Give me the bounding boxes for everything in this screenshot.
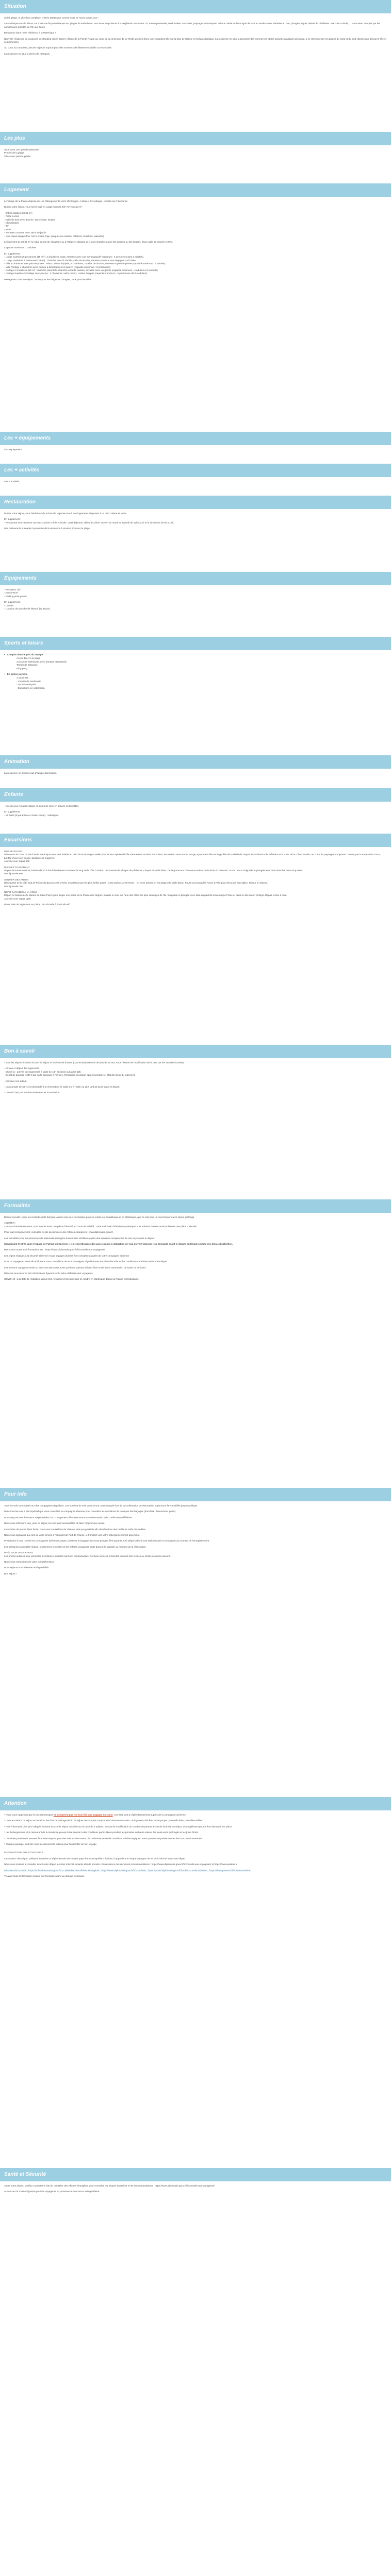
section-body xyxy=(0,13,391,63)
excursions-section xyxy=(0,834,391,1045)
paragraph: Nouvelle résidence de vacances de standing située dans le village de la Pointe Rouge au cœur de la commune de la Trinité, profitez d'une vue exceptionnelle sur la baie de Galion et l'océan Atlantique. La résidence se situe à proximité des commerces et des activités nautiques du bourg, à mi-chemin entre les plages du Nord et du Sud. Idéale pour découvrir l'île et ses richesses. xyxy=(4,37,386,44)
list-item: À proximité : xyxy=(17,676,30,680)
paragraph: La résidence se situe à 20 km de l'aéroport. xyxy=(4,52,50,55)
excursion-price: Journée avec repas 115€ xyxy=(4,897,31,900)
paragraph: - Restaurant avec terrasse vue mer, cuisine créole et locale : petit-déjeuner, déjeuner, dîner. Ouvert de mardi au samedi de 12h à 22h et le dimanche de 8h à 15h. xyxy=(4,521,174,524)
section-body xyxy=(0,585,391,616)
list-item: - Accès Wi-Fi xyxy=(4,591,19,595)
excursion-description: Découvrez le cœur du Nord de la Martinique avec une balade au pied de la Montagne Pelée, l'ancienne capitale de l'île Saint-Pierre et visite des ruines. Poursuivez vers Morne Rouge, Ajoupa-Bouillon et le gouffre de la distillerie Depaz. Puis direction le Prêcheur et la route de la Côte Caraïbe, au cœur de paysages somptueux. Retour par la route de la Trace, bordée d'une forêt dense, bambous et fougères. xyxy=(4,853,381,859)
section-header xyxy=(0,637,391,650)
paragraph: Au cœur du complexe, piscine et jardin tropical pour des moments de détente en famille ou entre amis. xyxy=(4,46,112,49)
list-item: - Sports nautiques xyxy=(17,683,36,686)
paragraph: Le Village de la Pointe dispose de 118 hébergements, dont 102 lodges, 4 villas et 12 cottages, répartis sur 2 hectares. xyxy=(4,200,128,202)
activities-plus-section xyxy=(0,464,391,496)
paragraph: Les mineurs voyageant seuls ou avec une personne autre que leurs parents doivent être munis d'une autorisation de sortie du territoire. xyxy=(4,1266,146,1269)
section-header xyxy=(0,132,391,145)
paragraph: Nous vous invitons à consulter avant votre départ les sites Internet suivants afin de prendre connaissance des dernières recommandations : https://www.diplomatie.gouv.fr/fr/conseils-aux-voyageurs/ et https://www.pasteur.fr xyxy=(4,1863,237,1866)
paragraph: Tous les vols sont opérés sur des compagnies régulières. Les horaires de vols vous seront communiqués lors de la confirmation de réservation et pourront être modifiés jusqu'au départ. xyxy=(4,1504,198,1507)
paragraph: La Martinique vaut le détour car c'est une île paradisiaque aux plages de sable blanc, aux eaux turquoise et à la végétation luxuriante. Ici, nature préservée, randonnées, cascades, paysages volcaniques, culture créole et rhum agricole sont au rendez-vous. Balades en mer, plongée, kayak, visites de distilleries, marchés colorés, ... vous serez conquis par les nombreuses activités de l'île aux fleurs. xyxy=(4,22,380,28)
section-body xyxy=(0,1501,391,1583)
list-item: - Salle de bain avec douche, WC séparé, lavabo xyxy=(4,218,55,221)
section-header xyxy=(0,2168,391,2181)
included-list xyxy=(4,657,387,670)
option-heading xyxy=(4,673,387,676)
section-title: Logement xyxy=(4,187,29,193)
section-body xyxy=(0,650,391,695)
list-item: - Parking privé gratuit xyxy=(4,595,27,598)
paragraph: Les règles relatives à la sécurité aérienne et aux bagages doivent être consultées auprès de votre compagnie aérienne. xyxy=(4,1254,130,1257)
list-item: - Climatisation xyxy=(4,222,20,225)
list-item: - 2/4 lits adultes (30/46 m²) xyxy=(4,211,32,214)
warning-text: , ces frais sont à régler directement auprès de la compagnie aérienne. xyxy=(112,1814,187,1816)
section-title: Les plus xyxy=(4,135,25,141)
section-body xyxy=(0,197,391,289)
logement-section xyxy=(0,183,391,432)
section-header xyxy=(0,432,391,445)
paragraph: Nous ne pourrons être tenus responsables d'un changement d'horaires entre votre réservation et la confirmation définitive. xyxy=(4,1516,133,1519)
paragraph: Dans tous les cas, il est impératif que vous consultiez la compagnie aérienne pour connaître les conditions de transport des bagages (franchise, dimensions, poids). xyxy=(4,1510,176,1513)
warning-text: * Nous vous rappelons que le prix du transport xyxy=(4,1814,54,1816)
plus-section xyxy=(0,132,391,183)
paragraph: Pour tout renseignement, consultez le site du ministère des Affaires étrangères : www.diplomatie.gouv.fr. xyxy=(4,1231,114,1234)
paragraph: * Certaines prestations peuvent être interrompues pour des raisons de travaux, de maintenance ou de conditions météorologiques, sans que cela ne puisse donner lieu à un remboursement. xyxy=(4,1837,203,1840)
paragraph: Capacité maximum : 2 adultes. xyxy=(4,246,37,249)
paragraph: Prestations à bord : selon les compagnies aériennes, repas, boissons et bagages en soute peuvent être payants. Les sièges à bord sont attribués par la compagnie au moment de l'enregistrement. xyxy=(4,1539,210,1543)
section-body xyxy=(0,1810,391,1886)
section-header xyxy=(0,1797,391,1810)
excursion-price: Demi-journée 90€ xyxy=(4,872,23,875)
bullet-icon: • xyxy=(4,653,5,656)
list-item: 2 piscines extérieures avec transats et parasols xyxy=(17,660,67,663)
section-title: Les + activités xyxy=(4,467,40,473)
list-item: Les + activités xyxy=(4,480,20,483)
paragraph: * Dans le cadre d'un séjour en location, les frais de ménage de fin de séjour ne sont pas compris sauf mention contraire. Le logement doit être rendu propre ; vaisselle faite, poubelles vidées. xyxy=(4,1819,203,1822)
section-header xyxy=(0,572,391,585)
paragraph: Le nombre de places étant limité, nous vous conseillons de réserver dès que possible afin de bénéficier des meilleurs tarifs disponibles. xyxy=(4,1528,146,1531)
section-body xyxy=(0,847,391,914)
paragraph: Des restaurants et snacks à proximité de la résidence à environ 2 km sur la plage. xyxy=(4,527,90,530)
excursion-name: ROCHER DU DIAMANT xyxy=(4,866,30,869)
baggage-fee-warning: ne comprend pas les frais liés aux bagages en soute xyxy=(53,1814,113,1816)
paragraph: Avant votre départ, veuillez consulter le site du ministère des Affaires étrangères pour connaître les risques sanitaires et les recommandations : https://www.diplomatie.gouv.fr/fr/conseils-aux-voyageurs/ xyxy=(4,2184,215,2187)
option-label: En option payante xyxy=(7,673,28,676)
equipements-section xyxy=(0,572,391,637)
paragraph: La résidence ne dispose pas d'équipe d'animation. xyxy=(4,772,57,774)
included-label: Compris dans le prix du voyage xyxy=(7,653,43,656)
section-title: Restauration xyxy=(4,499,36,505)
paragraph: Concernant l'entrée dans l'espace de l'Union européenne : les ressortissants des pays soumis à obligation de visa doivent déposer leur demande avant le départ, en tenant compte des délais d'obtention. xyxy=(4,1243,233,1246)
formalites-section xyxy=(0,1199,391,1488)
excursion-name: MORNE ROUGE xyxy=(4,850,23,853)
bullet-icon: • xyxy=(4,673,5,676)
section-title: Pour info xyxy=(4,1491,27,1497)
included-heading xyxy=(4,653,387,656)
list-item: En supplément : xyxy=(4,810,22,814)
section-body xyxy=(0,769,391,780)
excursion-description: Départ en bateau de la Marina de Saint-Pierre pour longer une partie de la Pointe des Nègres. Balade en mer sur l'une des côtes les plus sauvages de l'île. Baignade et plongée avec tuba au pied de la Montagne Pelée et dans un site marin protégé. Repas créole à bord. xyxy=(4,894,287,897)
paragraph: Soleil, plage, le gîte d'un complexe, c'est la Martinique comme vous ne l'avez jamais vue ! xyxy=(4,16,99,19)
situation-section xyxy=(0,0,391,132)
paragraph: En supplément : xyxy=(4,518,22,521)
section-header xyxy=(0,1199,391,1213)
section-header xyxy=(0,464,391,477)
paragraph: Bonne nouvelle : pour les ressortissants français, aucun visa n'est nécessaire pour se rendre en Guadeloupe et en Martinique, que ce soit pour un court séjour ou un séjour prolongé. xyxy=(4,1216,195,1218)
list-item: - Excursions en catamaran xyxy=(17,686,45,689)
list-item: Proche de la plage xyxy=(4,151,24,155)
enfants-section xyxy=(0,788,391,834)
paragraph: Trouvez toute l'information relative aux formalités dans la rubrique ci-dessus. xyxy=(4,1875,85,1878)
excursion-description: Depuis la Pointe du Bout, balade de 3h à bord d'un bateau à moteur le long de la côte Caraïbe. Découverte de villages de pêcheurs, criques et sable blanc, de la grotte aux chauves-souris et du Rocher du Diamant. Sur le retour, baignade et plongée avec tuba dans les eaux turquoises. xyxy=(4,869,303,872)
paragraph: Retrouvez toutes les informations sur : https://www.diplomatie.gouv.fr/fr/conseils-aux-voyageurs/ xyxy=(4,1248,105,1251)
baggage-warning xyxy=(4,1814,387,1817)
paragraph: A NOTER : xyxy=(4,1222,16,1225)
paragraph: Plans selon le règlement sur place. Prix donnés à titre indicatif xyxy=(4,903,70,906)
paragraph: - Cottage 2 chambres (60 m²) : chambre parentale, chambre enfants, cuisine, terrasse avec vue jardin (capacité maximum : 4 adultes et 2 enfants). xyxy=(4,268,158,272)
paragraph: Le logement de 30/46 m² se situe en rez-de-chaussée ou à l'étage et dispose de 1 ou 2 chambres avec lits doubles ou lits simples, d'une salle de douche et WC. xyxy=(4,241,173,244)
sante-section xyxy=(0,2168,391,2214)
option-list xyxy=(4,676,387,690)
excursion-name: NORD CARAÏBES À LA VOILE xyxy=(4,891,37,894)
paragraph: - Arrivée et départ des logements : xyxy=(4,1067,41,1070)
section-title: Bon à savoir xyxy=(4,1048,36,1054)
list-item: - Wi-Fi xyxy=(4,228,11,231)
paragraph: * Ce tarif n'est pas remboursable en cas d'annulation. xyxy=(4,1091,60,1094)
paragraph: Nous vous informons que, pour ce séjour, les vols sont susceptibles de faire l'objet d'une escale. xyxy=(4,1522,105,1525)
list-item: - Kit bébé (lit parapluie et chaise haute) : 15€/séjour. xyxy=(4,814,59,817)
paragraph: Les formalités pour les personnes de nationalité étrangère doivent être vérifiées auprès des autorités compétentes de leur pays avant le départ. xyxy=(4,1236,155,1240)
bon-a-savoir-section xyxy=(0,1045,391,1199)
list-item: Villas avec piscine privée xyxy=(4,155,31,158)
paragraph: Nous vous remercions de votre compréhension. xyxy=(4,1561,55,1564)
animation-section xyxy=(0,755,391,788)
subheading: INFORMATIONS AUX VOYAGEURS : xyxy=(4,1851,44,1854)
list-item: - Location de planche de kitesurf (42 €/jour). xyxy=(4,607,51,611)
section-body xyxy=(0,477,391,488)
section-title: Attention xyxy=(4,1800,27,1806)
section-body xyxy=(0,802,391,822)
paragraph: Bons séjours sous réserve de disponibilité. xyxy=(4,1566,50,1569)
amenities-list xyxy=(4,212,387,238)
paragraph: Les personnes à mobilité réduite, les femmes enceintes et les enfants voyageant seuls doivent le signaler au moment de la réservation. xyxy=(4,1545,146,1548)
paragraph: - En cas d'arrivée en avion, vous devrez avoir une pièce d'identité en cours de validité : carte nationale d'identité ou passeport. Les mineurs doivent aussi présenter une pièce d'identité. xyxy=(4,1225,198,1228)
links-text[interactable]: Ministère de la Santé : https://solidarites-sante.gouv.fr/ — Ministère des Affaires étrangères : https://www.diplomatie.gouv.fr/fr/ — Ariane : https://pastel.diplomatie.gouv.fr/fortdar — Institut Pasteur : https://www.pasteur.fr/fr/centre-medical xyxy=(4,1869,251,1872)
list-item: - Coin repas équipé (four micro-ondes, frigo, plaques de cuisson, cafetière, bouilloire, vaisselle) xyxy=(4,234,104,238)
paragraph: La situation climatique, politique, sanitaire ou réglementaire de chaque pays étant susceptible d'évoluer, il appartient à chaque voyageur de se tenir informé avant son départ. xyxy=(4,1857,186,1860)
section-title: Excursions xyxy=(4,837,32,843)
section-header xyxy=(0,1045,391,1058)
paragraph: - Lodge Confort 4/6 personnes (46 m²) : 2 chambres, salon, terrasse avec vue mer (capacité maximum : 4 personnes dont 2 adultes). xyxy=(4,256,144,259)
section-body xyxy=(0,445,391,456)
paragraph: - Cottage Supérieur Prestige avec piscine : 3 chambres, salon ouvert, cuisine équipée (capacité maximum : 6 personnes dont 4 adultes). xyxy=(4,272,148,275)
list-item: - Pièce à vivre xyxy=(4,215,20,218)
paragraph: - Un acompte de 30 % est demandé à la réservation, le solde est à régler au plus tard 30 jours avant le départ. xyxy=(4,1086,120,1089)
paragraph: - Tous les séjours incluent la taxe de séjour et les frais de dossier (0,60 €/nuit/personne de plus de 18 ans, sous réserve de modification de la taxe par les autorités locales). xyxy=(4,1061,185,1064)
paragraph: Durant votre séjour, vous serez logé en Lodge Confort 2/3* et Tropicale 6* : xyxy=(4,206,83,209)
pour-info-section xyxy=(0,1488,391,1797)
list-item: - Réception 7j/7 xyxy=(4,588,21,591)
section-title: Situation xyxy=(4,3,26,9)
section-title: Sports et loisirs xyxy=(4,640,43,646)
paragraph: Nous vous signalons que lors de votre arrivée à l'aéroport de Fort-de-France, le transfert vers votre hébergement n'est pas inclus. xyxy=(4,1534,140,1537)
paragraph: - Lodge Supérieur 2 personnes (33 m²) : chambre avec lit double, salle de douche, terrasse privée et vue dégagée sur la baie. xyxy=(4,259,137,262)
paragraph: Durant votre séjour, vous bénéficiez de la formule logement seul. Vos logements disposent d'un coin cuisine et repas. xyxy=(4,512,127,515)
excursion-name: SENTIER DES ANSES xyxy=(4,878,29,881)
section-body xyxy=(0,145,391,163)
section-body xyxy=(0,509,391,538)
excursion-description: Découverte de la côte Sud de Pointe du Bout à Anse d'Arlet, en passant par les plus belles anses : Anse Dufour, Anse Noire ... et leurs tortues, et les plages de sable blanc. Pause au bourg des Anses d'Arlet pour découvrir son église. Retour en bateau. xyxy=(4,882,268,885)
section-header xyxy=(0,834,391,847)
paragraph: Ménage en cours de séjour : inclus pour les lodges et cottages, 100€ pour les villas. xyxy=(4,278,92,281)
paragraph: * Les hébergements et le restaurant de la résidence peuvent être soumis à des conditions particulières pendant les périodes de haute saison, les week-ends prolongés et les jours fériés. xyxy=(4,1831,199,1834)
paragraph: - Villa Prestige 4 chambres avec piscine à débordement et jacuzzi (capacité maximum : 8 personnes). xyxy=(4,265,111,268)
list-item: Terrain de pétanque xyxy=(17,664,38,667)
section-title: Santé et Sécurité xyxy=(4,2171,46,2177)
paragraph: En supplément : xyxy=(4,252,22,255)
paragraph: Bienvenue dans notre résidence à la Martinique ! xyxy=(4,31,56,35)
list-item: Accès direct à la plage xyxy=(17,657,41,660)
excursion-price: Demi-journée 70€ xyxy=(4,885,23,888)
equipment-plus-section xyxy=(0,432,391,464)
section-title: Les + équipements xyxy=(4,435,51,441)
section-title: Équipements xyxy=(4,575,37,581)
paragraph: Pour un voyage en toute sécurité, nous vous conseillons de vous renseigner régulièrement sur l'état des vols et des conditions sanitaires avant votre départ. xyxy=(4,1260,168,1263)
paragraph: Réservé sous réserve des informations figurant sur la pièce d'identité des voyageurs. xyxy=(4,1272,93,1275)
paragraph: - Check-in : arrivée des logements à partir de 16h et check-out avant 10h. xyxy=(4,1070,82,1073)
list-item: - Circuits de randonnée xyxy=(17,680,41,683)
sports-section xyxy=(0,637,391,755)
list-item: - Laverie xyxy=(4,604,13,607)
list-item: Ping-pong xyxy=(17,667,27,670)
paragraph: - Villa 3 chambres avec piscine privée : salon, cuisine équipée, 3 chambres, 2 salles de douche, terrasse et piscine privée (capacité maximum : 6 adultes). xyxy=(4,262,166,265)
section-title: Animation xyxy=(4,758,29,765)
list-item: Situé dans une grande palmeraie xyxy=(4,148,39,151)
restauration-section xyxy=(0,496,391,572)
section-body xyxy=(0,2181,391,2201)
section-header xyxy=(0,788,391,802)
section-body xyxy=(0,1058,391,1103)
supplement-label: En supplément : xyxy=(4,601,22,604)
section-header xyxy=(0,0,391,13)
list-item: - Aire de jeux (Nouvel espace en cours de mise en service en fin 2023). xyxy=(4,805,79,807)
section-header xyxy=(0,496,391,509)
section-header xyxy=(0,1488,391,1501)
paragraph: COVID-19 : à la date de rédaction, aucun test ni vaccin n'est exigé pour se rendre en Martinique depuis la France métropolitaine. xyxy=(4,1278,140,1281)
excursion-price: Journée avec repas 90€ xyxy=(4,860,30,863)
paragraph: Les photos utilisées pour présenter les hôtels et activités sont non contractuelles. Certains services présentés peuvent être fermés ou limités selon les saisons. xyxy=(4,1554,171,1557)
paragraph: - Dépôt de garantie : 300 € par carte bancaire à l'arrivée. Restitution au départ après inventaire et état des lieux du logement. xyxy=(4,1074,136,1077)
paragraph: - Animaux non admis. xyxy=(4,1079,27,1082)
list-item: - TV xyxy=(4,225,9,228)
section-body xyxy=(0,1213,391,1289)
paragraph: * Pour information, les prix indiqués incluent la taxe de séjour calculée sur la base de 2 adultes. En cas de modification du nombre de personnes ou de la durée du séjour, un supplément pourra être demandé sur place. xyxy=(4,1825,233,1828)
section-header xyxy=(0,183,391,197)
section-header xyxy=(0,755,391,769)
links-paragraph xyxy=(4,1869,387,1872)
section-title: Enfants xyxy=(4,791,23,798)
section-title: Formalités xyxy=(4,1202,30,1209)
closing-text: Bon séjour ! xyxy=(4,1572,17,1575)
paragraph: Aucun vaccin n'est obligatoire pour les voyageurs en provenance de France métropolitaine. xyxy=(4,2190,100,2193)
list-item: Lit + équipement xyxy=(4,448,22,451)
subheading: PRÉCISION DES OFFRES xyxy=(4,1551,33,1554)
attention-section xyxy=(0,1797,391,2168)
list-item: - Terrasse couverte avec salon de jardin xyxy=(4,231,46,234)
paragraph: * Chaque passager doit être muni de documents valides pour l'ensemble de son voyage. xyxy=(4,1843,97,1846)
